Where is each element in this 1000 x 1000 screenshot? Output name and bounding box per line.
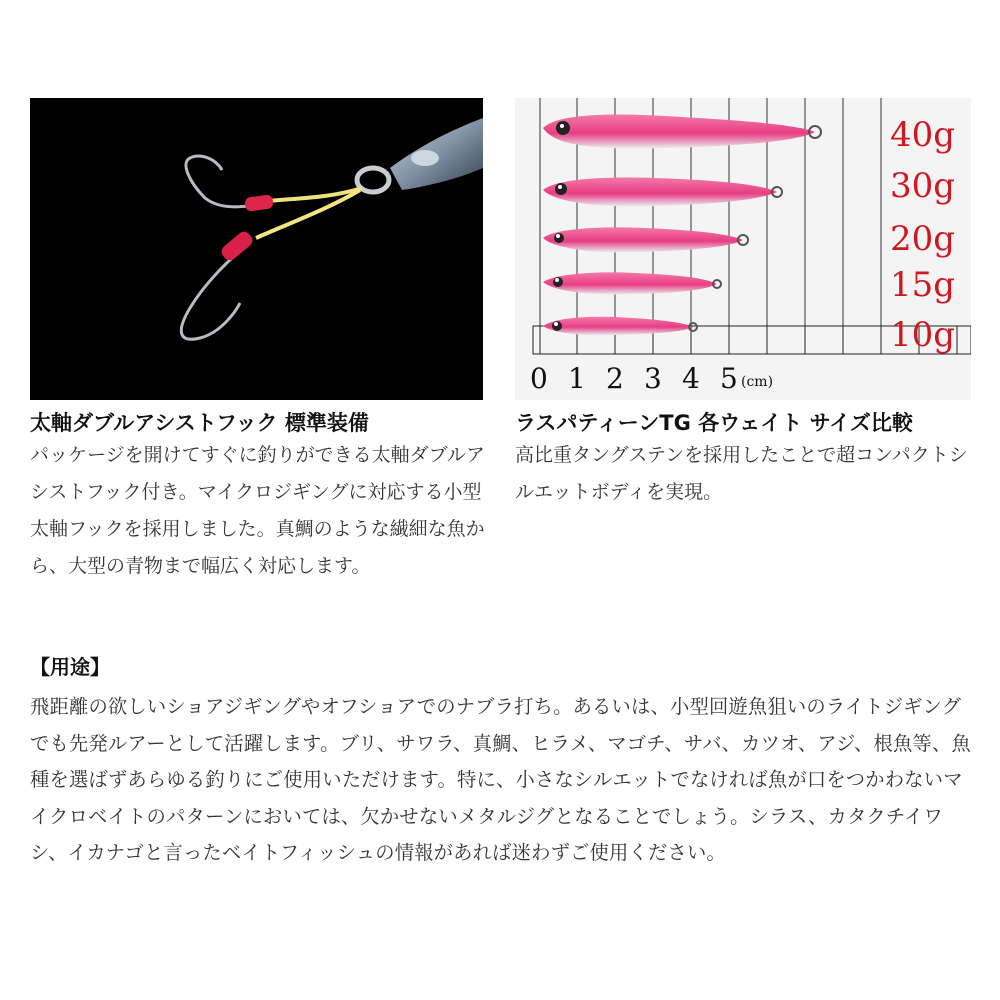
- weight-label-20g: 20g: [890, 219, 956, 259]
- scale-unit: (cm): [741, 374, 774, 390]
- jig-30g: [543, 178, 782, 207]
- scale-5: 5: [720, 362, 738, 395]
- size-comparison-photo: [515, 98, 971, 400]
- scale-4: 4: [682, 362, 700, 395]
- scale-3: 3: [644, 362, 662, 395]
- jig-40g: [543, 115, 821, 149]
- weight-label-40g: 40g: [890, 115, 956, 155]
- scale-1: 1: [568, 362, 586, 395]
- weight-label-30g: 30g: [890, 166, 956, 206]
- usage-description: 飛距離の欲しいショアジギングやオフショアでのナブラ打ち。あるいは、小型回遊魚狙いのライトジギングでも先発ルアーとして活躍します。ブリ、サワラ、真鯛、ヒラメ、マゴチ、サバ、カツオ、アジ、根魚等、魚種を選ばずあらゆる釣りにご使用いただけます。特に、小さなシルエットでなければ魚が口をつかわないマイクロベイトのパターンにおいては、欠かせないメタルジグとなることでしょう。シラス、カタクチイワシ、イカナゴと言ったベイトフィッシュの情報があれば迷わずご使用ください。: [30, 695, 971, 864]
- usage-heading: 【用途】: [30, 655, 110, 679]
- size-comparison-title: ラスパティーンTG 各ウェイト サイズ比較: [515, 411, 913, 435]
- weight-label-10g: 10g: [890, 315, 956, 355]
- scale-0: 0: [530, 362, 548, 395]
- jig-20g: [543, 227, 748, 252]
- jig-15g: [543, 272, 721, 294]
- assist-hook-photo: [30, 98, 483, 400]
- weight-label-15g: 15g: [890, 265, 956, 305]
- scale-2: 2: [606, 362, 624, 395]
- assist-hook-description: パッケージを開けてすぐに釣りができる太軸ダブルアシストフック付き。マイクロジギングに対応する小型太軸フックを採用しました。真鯛のような繊細な魚から、大型の青物まで幅広く対応します。: [30, 444, 485, 577]
- size-comparison-description: 高比重タングステンを採用したことで超コンパクトシルエットボディを実現。: [515, 444, 968, 503]
- assist-hook-title: 太軸ダブルアシストフック 標準装備: [30, 411, 369, 435]
